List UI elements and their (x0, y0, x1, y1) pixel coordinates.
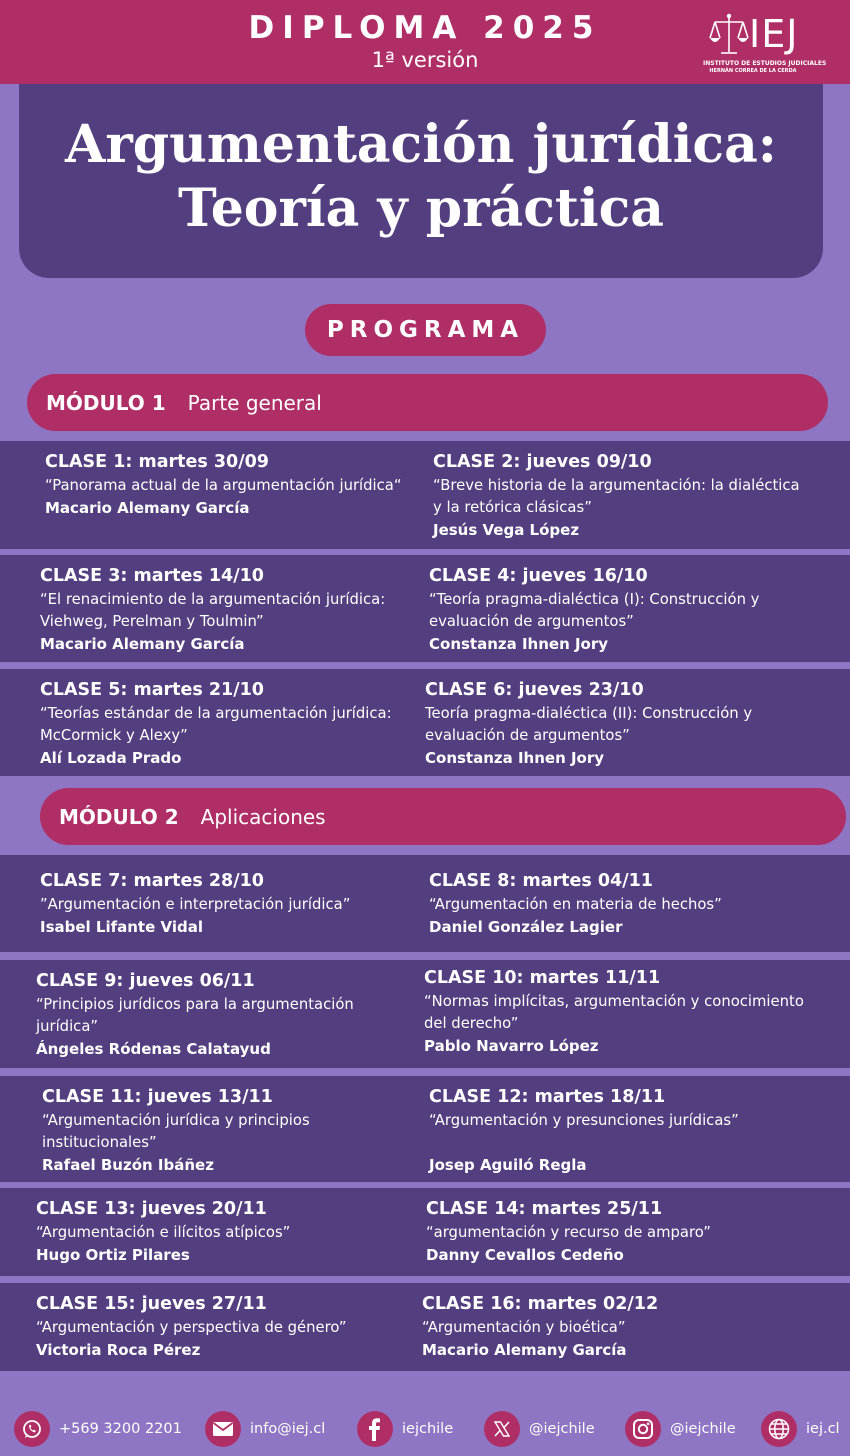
module-1-header (27, 374, 828, 431)
class-topic: “Argumentación y perspectiva de género” (36, 1319, 347, 1336)
class-teacher: Victoria Roca Pérez (36, 1341, 201, 1359)
class-row (0, 1283, 850, 1371)
class-card (424, 966, 804, 1057)
class-topic: “Teorías estándar de la argumentación jurídica: McCormick y Alexy” (40, 705, 392, 744)
class-title: CLASE 8: martes 04/11 (429, 871, 653, 891)
class-card (36, 1197, 416, 1266)
class-topic: “El renacimiento de la argumentación jurídica: Viehweg, Perelman y Toulmin” (40, 591, 386, 630)
class-topic: “Argumentación y bioética” (422, 1319, 626, 1336)
contact-instagram[interactable] (625, 1410, 736, 1448)
class-topic: “Argumentación y presunciones jurídicas” (429, 1112, 739, 1129)
class-topic: Teoría pragma-dialéctica (II): Construcción y evaluación de argumentos” (425, 705, 753, 744)
class-card (36, 1292, 416, 1361)
module-label: MÓDULO 2 (59, 804, 179, 829)
class-title: CLASE 7: martes 28/10 (40, 871, 264, 891)
class-card (42, 1085, 422, 1176)
class-teacher: Alí Lozada Prado (40, 749, 182, 767)
x-icon (484, 1411, 520, 1447)
class-title: CLASE 13: jueves 20/11 (36, 1199, 267, 1219)
class-card (422, 1292, 802, 1361)
class-row (0, 960, 850, 1068)
module-name: Parte general (187, 390, 322, 415)
class-title: CLASE 14: martes 25/11 (426, 1199, 663, 1219)
course-title-box (19, 84, 823, 278)
class-topic: “Breve historia de la argumentación: la dialéctica y la retórica clásicas” (433, 477, 800, 516)
contact-facebook[interactable] (357, 1410, 453, 1448)
class-topic: “argumentación y recurso de amparo” (426, 1224, 711, 1241)
email-address: info@iej.cl (250, 1421, 326, 1437)
class-topic: “Argumentación en materia de hechos” (429, 896, 722, 913)
globe-icon (761, 1411, 797, 1447)
class-card (425, 678, 805, 769)
class-row (0, 441, 850, 549)
diploma-version: 1ª versión (371, 48, 479, 72)
facebook-icon (357, 1411, 393, 1447)
class-title: CLASE 10: martes 11/11 (424, 968, 661, 988)
contact-x[interactable] (484, 1410, 595, 1448)
class-topic: “Normas implícitas, argumentación y conocimiento del derecho” (424, 993, 804, 1032)
class-card (426, 1197, 806, 1266)
class-teacher: Isabel Lifante Vidal (40, 918, 203, 936)
class-title: CLASE 3: martes 14/10 (40, 566, 264, 586)
instagram-handle: @iejchile (670, 1421, 736, 1437)
class-teacher: Hugo Ortiz Pilares (36, 1246, 190, 1264)
mail-icon (205, 1411, 241, 1447)
class-teacher: Macario Alemany García (45, 499, 250, 517)
class-card (36, 969, 416, 1060)
contact-phone[interactable] (14, 1410, 182, 1448)
class-card (429, 1085, 809, 1176)
diploma-title: DIPLOMA 2025 (248, 10, 602, 46)
class-card (429, 869, 809, 938)
website-url: iej.cl (806, 1421, 840, 1437)
class-row (0, 1076, 850, 1182)
class-topic: ”Argumentación e interpretación jurídica” (40, 896, 351, 913)
class-title: CLASE 9: jueves 06/11 (36, 971, 255, 991)
phone-number: +569 3200 2201 (59, 1421, 182, 1437)
contact-website[interactable] (761, 1410, 840, 1448)
programa-heading: PROGRAMA (305, 304, 546, 356)
class-title: CLASE 16: martes 02/12 (422, 1294, 659, 1314)
whatsapp-icon (14, 1411, 50, 1447)
class-teacher: Pablo Navarro López (424, 1037, 599, 1055)
module-2-header (40, 788, 846, 845)
class-topic: “Argumentación jurídica y principios institucionales” (42, 1112, 310, 1151)
iej-logo (703, 10, 827, 78)
course-title-line-1: Argumentación jurídica: (65, 114, 777, 175)
class-teacher: Macario Alemany García (422, 1341, 627, 1359)
module-name: Aplicaciones (200, 804, 326, 829)
class-title: CLASE 11: jueves 13/11 (42, 1087, 273, 1107)
class-teacher: Macario Alemany García (40, 635, 245, 653)
logo-subtitle-name: HERNÁN CORREA DE LA CERDA (709, 68, 797, 74)
class-teacher: Josep Aguiló Regla (429, 1156, 587, 1174)
class-title: CLASE 1: martes 30/09 (45, 452, 269, 472)
header-bar (0, 0, 850, 84)
contact-email[interactable] (205, 1410, 325, 1448)
x-handle: @iejchile (529, 1421, 595, 1437)
class-teacher: Rafael Buzón Ibáñez (42, 1156, 214, 1174)
class-row (0, 555, 850, 662)
class-card (40, 869, 420, 938)
class-topic: “Panorama actual de la argumentación jurídica“ (45, 477, 402, 494)
class-row (0, 1188, 850, 1276)
class-teacher: Constanza Ihnen Jory (429, 635, 609, 653)
class-title: CLASE 6: jueves 23/10 (425, 680, 644, 700)
instagram-icon (625, 1411, 661, 1447)
module-label: MÓDULO 1 (46, 390, 166, 415)
course-title-line-2: Teoría y práctica (177, 178, 664, 239)
class-card (45, 450, 425, 519)
class-teacher: Daniel González Lagier (429, 918, 623, 936)
class-teacher: Danny Cevallos Cedeño (426, 1246, 624, 1264)
class-card (40, 564, 420, 655)
class-card (429, 564, 809, 655)
facebook-handle: iejchile (402, 1421, 454, 1437)
class-card (40, 678, 420, 769)
class-row (0, 669, 850, 776)
class-card (433, 450, 813, 541)
class-title: CLASE 15: jueves 27/11 (36, 1294, 267, 1314)
class-title: CLASE 2: jueves 09/10 (433, 452, 652, 472)
class-title: CLASE 12: martes 18/11 (429, 1087, 666, 1107)
class-topic: “Argumentación e ilícitos atípicos” (36, 1224, 291, 1241)
class-teacher: Constanza Ihnen Jory (425, 749, 605, 767)
class-teacher: Jesús Vega López (433, 521, 580, 539)
logo-wordmark: IEJ (749, 12, 799, 56)
class-title: CLASE 5: martes 21/10 (40, 680, 264, 700)
scales-of-justice-icon (709, 12, 749, 58)
class-teacher: Ángeles Ródenas Calatayud (36, 1040, 271, 1058)
class-row (0, 855, 850, 952)
class-title: CLASE 4: jueves 16/10 (429, 566, 648, 586)
logo-subtitle: INSTITUTO DE ESTUDIOS JUDICIALES (703, 60, 827, 67)
class-topic: “Teoría pragma-dialéctica (I): Construcción y evaluación de argumentos” (429, 591, 760, 630)
class-topic: “Principios jurídicos para la argumentación jurídica” (36, 996, 354, 1035)
